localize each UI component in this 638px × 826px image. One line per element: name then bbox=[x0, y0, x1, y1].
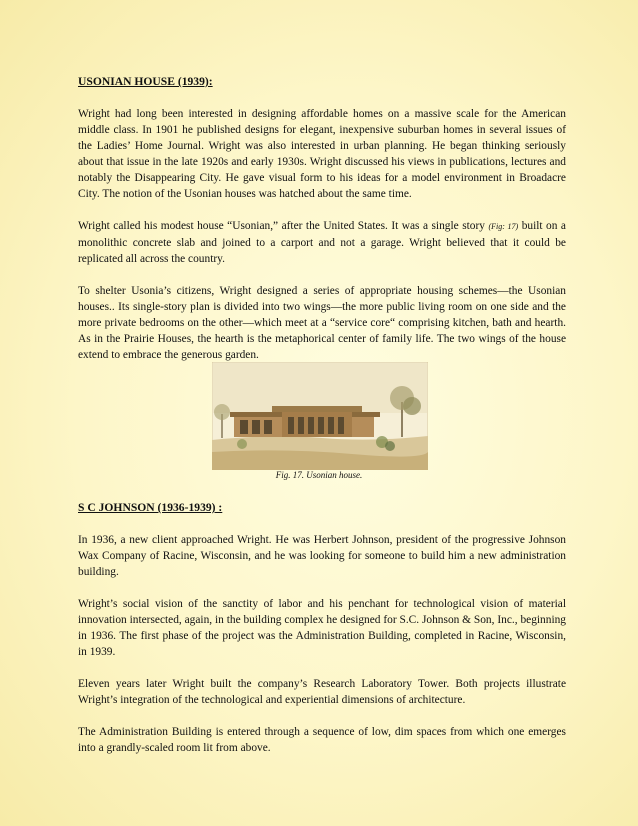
figure-caption: Fig. 17. Usonian house. bbox=[275, 470, 363, 480]
usonian-house-sketch bbox=[212, 362, 428, 470]
scjohnson-paragraph-2: Wright’s social vision of the sanctity of labor and his penchant for technological vision of material innovation intersected, again, in the building complex he designed for S.C. Johnson & Son, Inc., beginning in 1936. The first phase of the project was the Administration Building, completed in Racine, Wisconsin, in 1939. bbox=[78, 598, 566, 658]
figure-reference: (Fig: 17) bbox=[488, 222, 519, 231]
usonian-paragraph-2-text-b: built on a monolithic concrete slab and joined to a carport and not a garage. Wright believed that it could be replicated all across the country. bbox=[78, 220, 566, 265]
scjohnson-paragraph-3: Eleven years later Wright built the company’s Research Laboratory Tower. Both projects illustrate Wright’s integration of the technological and experiential dimensions of architecture. bbox=[78, 678, 566, 706]
scjohnson-paragraph-1: In 1936, a new client approached Wright. He was Herbert Johnson, president of the progressive Johnson Wax Company of Racine, Wisconsin, and he was looking for someone to build him a new administration building. bbox=[78, 534, 566, 578]
usonian-paragraph-1: Wright had long been interested in designing affordable homes on a massive scale for the American middle class. In 1901 he published designs for elegant, inexpensive suburban homes in several issues of the Ladies’ Home Journal. Wright was also interested in urban planning. He began thinking seriously about that issue in the late 1920s and early 1930s. Wright discussed his views in publications, lectures and notably the Disappearing City. He gave visual form to his ideas for a model environment in Broadacre City. The notion of the Usonian houses was hatched about the same time. bbox=[78, 108, 566, 200]
usonian-paragraph-2 bbox=[78, 218, 566, 267]
scjohnson-section bbox=[78, 500, 566, 756]
usonian-section bbox=[78, 74, 566, 363]
scjohnson-paragraph-4: The Administration Building is entered through a sequence of low, dim spaces from which one emerges into a grandly-scaled room lit from above. bbox=[78, 726, 566, 754]
scjohnson-heading: S C JOHNSON (1936-1939) : bbox=[78, 501, 223, 514]
usonian-paragraph-2-text-a: Wright called his modest house “Usonian,” after the United States. It was a single story bbox=[78, 220, 485, 232]
usonian-paragraph-3: To shelter Usonia’s citizens, Wright designed a series of appropriate housing schemes—the Usonian houses.. Its single-story plan is divided into two wings—the more public living room on one side and the more private bedrooms on the other—which meet at a “service core“ comprising kitchen, bath and hearth. As in the Prairie Houses, the hearth is the metaphorical center of family life. The two wings of the house extend to embrace the generous garden. bbox=[78, 285, 566, 361]
usonian-heading: USONIAN HOUSE (1939): bbox=[78, 75, 213, 88]
